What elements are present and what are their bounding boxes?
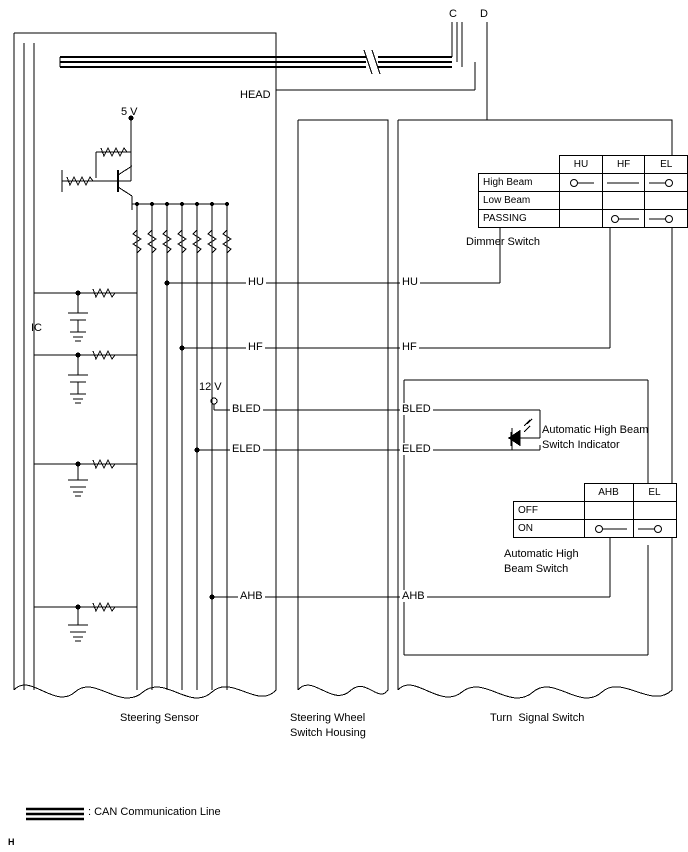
- supply-5v-label: 5 V: [121, 106, 138, 118]
- table-row: [514, 502, 677, 520]
- can-line-legend-icon: [26, 804, 86, 824]
- ahb-col-el: EL: [633, 484, 676, 502]
- terminal-bled-left-label: BLED: [232, 403, 261, 415]
- contact-line-icon: [607, 176, 639, 190]
- block-caption-turn-signal-switch: Turn Signal Switch: [490, 712, 585, 724]
- contact-dot-icon: [564, 176, 594, 190]
- block-caption-switch-housing-line2: Switch Housing: [290, 727, 366, 739]
- ic-label: IC: [31, 322, 42, 334]
- table-row: [479, 174, 688, 192]
- contact-dot-icon: [607, 212, 639, 226]
- dimmer-switch-caption: Dimmer Switch: [466, 236, 540, 248]
- dimmer-row-high-beam: High Beam: [479, 174, 560, 192]
- indicator-label-line2: Switch Indicator: [542, 439, 620, 451]
- contact-dot-icon: [638, 522, 668, 536]
- table-row: [514, 520, 677, 538]
- dimmer-cell-high-hf: [602, 174, 645, 192]
- dimmer-cell-passing-el: [645, 210, 688, 228]
- terminal-head-label: HEAD: [240, 89, 271, 101]
- dimmer-cell-passing-hu: [560, 210, 603, 228]
- terminal-hu-left-label: HU: [248, 276, 264, 288]
- terminal-eled-left-label: ELED: [232, 443, 261, 455]
- block-caption-switch-housing-line1: Steering Wheel: [290, 712, 366, 724]
- ahb-switch-caption-line1: Automatic High: [504, 548, 579, 560]
- can-line-legend-label: : CAN Communication Line: [88, 806, 221, 818]
- terminal-c-label: C: [449, 8, 457, 20]
- terminal-hf-left-label: HF: [248, 341, 263, 353]
- ahb-cell-on-el: [633, 520, 676, 538]
- dimmer-cell-low-hf: [602, 192, 645, 210]
- dimmer-cell-low-hu: [560, 192, 603, 210]
- dimmer-switch-table: [478, 155, 688, 228]
- table-row: [479, 192, 688, 210]
- terminal-ahb-left-label: AHB: [240, 590, 263, 602]
- ahb-cell-off-el: [633, 502, 676, 520]
- table-header-row: [479, 156, 688, 174]
- ahb-switch-caption-line2: Beam Switch: [504, 563, 569, 575]
- terminal-hu-right-label: HU: [402, 276, 418, 288]
- contact-dot-icon: [589, 522, 627, 536]
- contact-dot-icon: [649, 212, 679, 226]
- dimmer-cell-low-el: [645, 192, 688, 210]
- ahb-row-off: OFF: [514, 502, 585, 520]
- contact-dot-icon: [649, 176, 679, 190]
- ahb-cell-off-ahb: [584, 502, 633, 520]
- supply-12v-label: 12 V: [199, 381, 222, 393]
- indicator-label-line1: Automatic High Beam: [542, 424, 649, 436]
- ahb-col-ahb: AHB: [584, 484, 633, 502]
- dimmer-cell-high-el: [645, 174, 688, 192]
- dimmer-col-hu: HU: [560, 156, 603, 174]
- dimmer-row-low-beam: Low Beam: [479, 192, 560, 210]
- terminal-ahb-right-label: AHB: [402, 590, 425, 602]
- table-header-row: [514, 484, 677, 502]
- footer-mark: H: [8, 837, 15, 847]
- terminal-hf-right-label: HF: [402, 341, 417, 353]
- ahb-cell-on-ahb: [584, 520, 633, 538]
- dimmer-cell-passing-hf: [602, 210, 645, 228]
- terminal-bled-right-label: BLED: [402, 403, 431, 415]
- terminal-d-label: D: [480, 8, 488, 20]
- dimmer-row-passing: PASSING: [479, 210, 560, 228]
- dimmer-col-hf: HF: [602, 156, 645, 174]
- dimmer-col-el: EL: [645, 156, 688, 174]
- dimmer-cell-high-hu: [560, 174, 603, 192]
- block-caption-steering-sensor: Steering Sensor: [120, 712, 199, 724]
- ahb-row-on: ON: [514, 520, 585, 538]
- table-row: [479, 210, 688, 228]
- ahb-switch-table: [513, 483, 677, 538]
- terminal-eled-right-label: ELED: [402, 443, 431, 455]
